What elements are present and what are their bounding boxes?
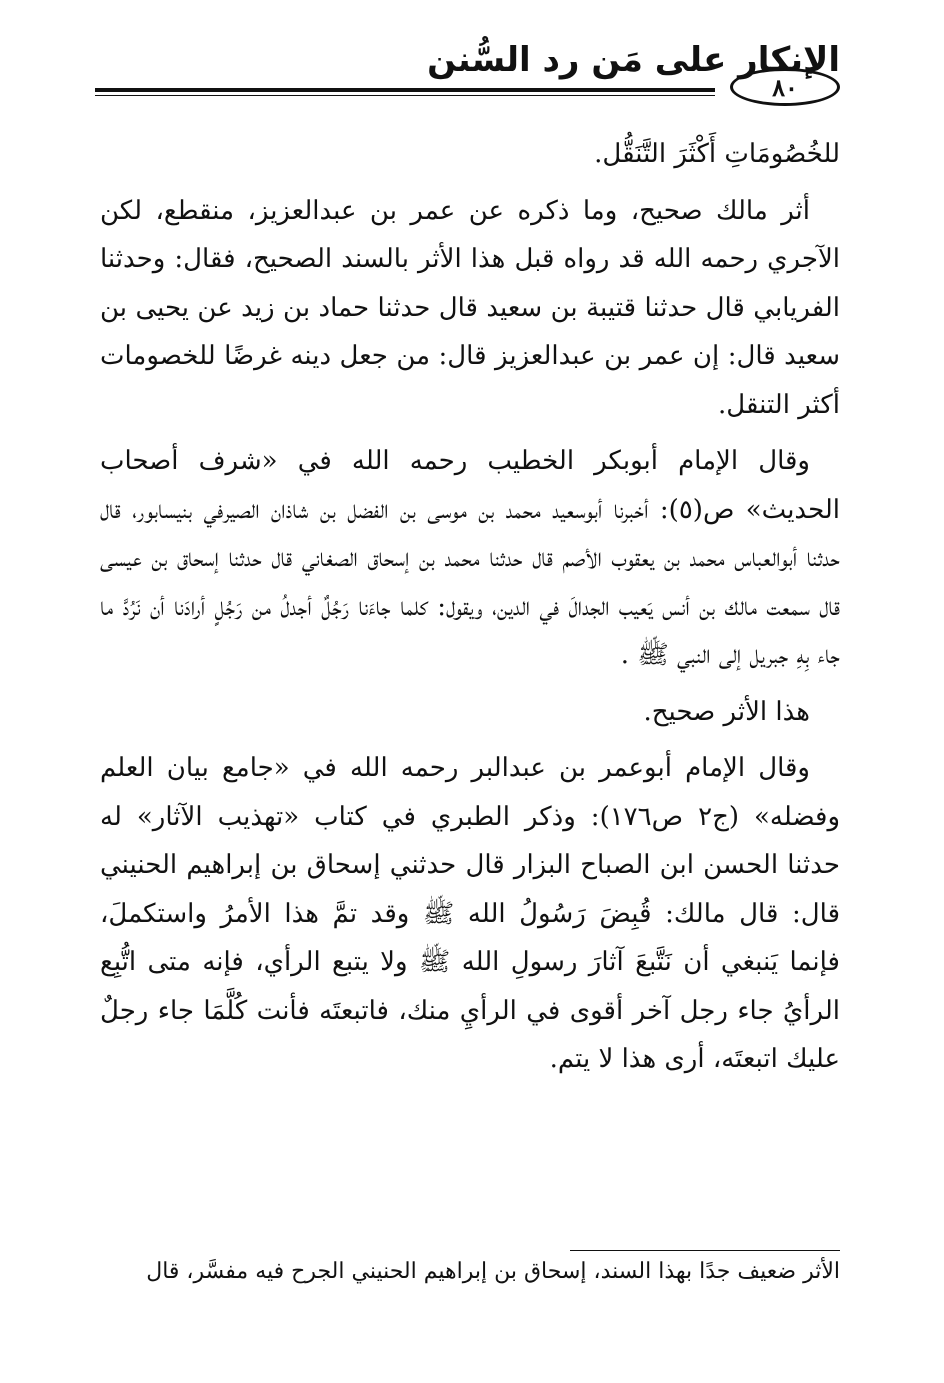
page-header [95,40,840,112]
footnote-divider [570,1250,840,1251]
paragraph-2: أثر مالك صحيح، وما ذكره عن عمر بن عبدالعزيز، منقطع، لكن الآجري رحمه الله قد رواه قبل هذا الأثر بالسند الصحيح، فقال: وحدثنا الفريابي قال حدثنا قتيبة بن سعيد قال حدثنا حماد بن زيد عن يحيى بن سعيد قال: إن عمر بن عبدالعزيز قال: من جعل دينه غرضًا للخصومات أكثر التنقل. [100,195,840,420]
paragraph-3: وقال الإمام أبوبكر الخطيب رحمه الله في «شرف أصحاب الحديث» ص(٥): أخبرنا أبوسعيد محمد بن موسى بن الفضل بن شاذان الصيرفي بنيسابور، قال حدثنا أبوالعباس محمد بن يعقوب الأصم قال حدثنا محمد بن إسحاق الصغاني قال حدثنا إسحاق بن عيسى قال سمعت مالك بن أنس يَعيب الجدالَ في الدين، ويقول: كلما جاءَنا رَجُلٌ أجدلُ من رَجُلٍ أرادَنا أن نَرُدَّ ما جاء بِهِ جبريل إلى النبي ﷺ . [100,446,841,670]
paragraph-4: هذا الأثر صحيح. [643,696,810,727]
paragraph-5: وقال الإمام أبوعمر بن عبدالبر رحمه الله في «جامع بيان العلم وفضله» (ج٢ ص١٧٦): وذكر الطبري في كتاب «تهذيب الآثار» له حدثنا الحسن ابن الصباح البزار قال حدثني إسحاق بن إبراهيم الحنيني قال: قال مالك: قُبِضَ رَسُولُ الله ﷺ وقد تمَّ هذا الأمرُ واستكملَ، فإنما يَنبغي أن نَتَّبعَ آثارَ رسولِ الله ﷺ ولا يتبع الرأي، فإنه متى اتُّبِع الرأيُ جاء رجل آخر أقوى في الرأيِ منك، فاتبعتَه فأنت كُلَّمَا جاء رجلٌ عليك اتبعتَه، أرى هذا لا يتم. [100,753,840,1074]
book-title: الإنكار على مَن رد السُّنن [427,40,840,80]
footnote: الأثر ضعيف جدًا بهذا السند، إسحاق بن إبراهيم الحنيني الجرح فيه مفسَّر، قال [146,1259,840,1284]
header-rule [95,88,715,96]
paragraph-1: للخُصُومَاتِ أَكْثَرَ التَّنَقُّل. [594,139,840,169]
page-number: ٨٠ [730,68,840,106]
main-text [100,130,840,1092]
